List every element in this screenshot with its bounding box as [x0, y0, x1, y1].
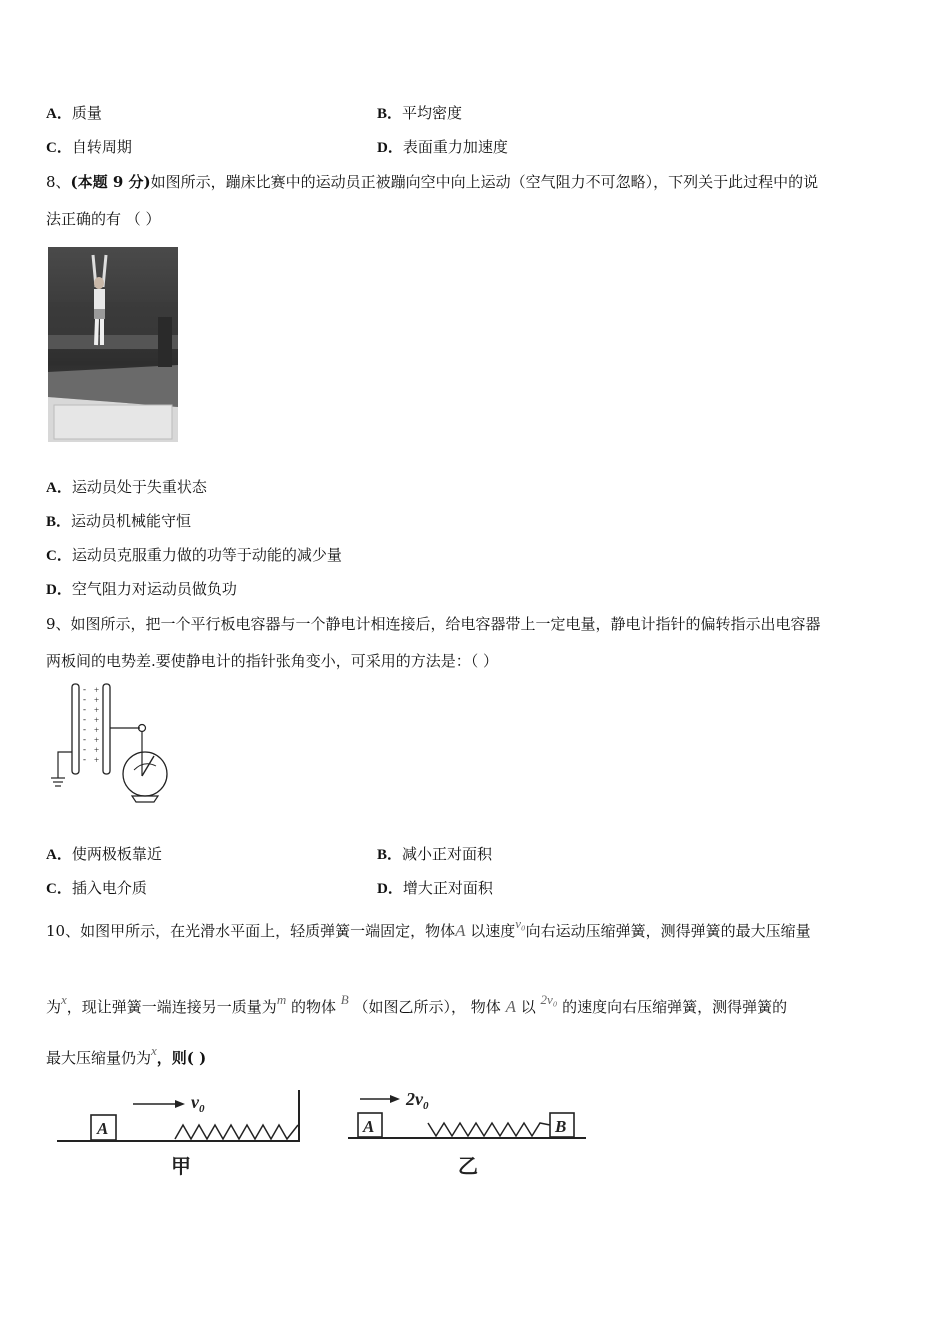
stem-text: 最大压缩量仍为 [46, 1049, 152, 1067]
stem-text: 向右运动压缩弹簧，测得弹簧的最大压缩量 [525, 922, 811, 940]
block-b-label: B [555, 1117, 567, 1136]
minus-sign: - [83, 684, 86, 694]
math-symbol: x [151, 1043, 157, 1058]
q10-stem-line3 [46, 1043, 207, 1068]
minus-sign: - [83, 734, 86, 744]
option-letter: D． [46, 582, 72, 598]
stem-text: 以速度 [470, 922, 516, 940]
stem-text: 的物体 [290, 998, 336, 1016]
option-text: 减小正对面积 [402, 845, 493, 863]
minus-sign: - [83, 704, 86, 714]
electroscope-case [123, 752, 167, 796]
minus-sign: - [83, 724, 86, 734]
q10-stem-line2 [46, 992, 788, 1017]
plus-sign: + [94, 715, 100, 725]
q9-option-c [46, 877, 147, 898]
math-symbol: A [455, 921, 466, 940]
q9-option-b [377, 843, 492, 864]
math-symbol: 2v₀ [540, 992, 558, 1007]
plus-sign: + [94, 695, 100, 705]
trampoline-photo [48, 247, 178, 442]
stem-text: ，现让弹簧一端连接另一质量为 [66, 998, 277, 1016]
q8-number: 8、 [46, 173, 71, 191]
plus-sign: + [94, 685, 100, 695]
option-letter: B． [46, 514, 72, 530]
arrow-right-icon [175, 1100, 185, 1108]
option-letter: D． [377, 140, 403, 156]
option-letter: B． [377, 106, 403, 122]
spring [175, 1125, 298, 1139]
option-text: 平均密度 [402, 104, 463, 122]
arrow-right-icon [390, 1095, 400, 1103]
ground-symbol-icon [51, 778, 65, 786]
option-letter: D． [377, 881, 403, 897]
option-text: 运动员处于失重状态 [71, 478, 207, 496]
option-letter: A． [46, 847, 72, 863]
option-text: 增大正对面积 [402, 879, 493, 897]
figure-jia [55, 1085, 305, 1180]
q8-option-c [46, 544, 342, 565]
stem-text: ，则( ) [156, 1049, 207, 1067]
figure-caption-jia: 甲 [171, 1156, 191, 1178]
velocity-label: $2v_0$ [406, 1089, 429, 1112]
capacitor-electroscope-figure [48, 678, 178, 808]
plus-sign: + [94, 745, 100, 755]
math-symbol: m [276, 992, 287, 1007]
figure-caption-yi: 乙 [458, 1156, 478, 1178]
capacitor-right-plate [103, 684, 110, 774]
q7-option-b [377, 102, 462, 123]
plus-sign: + [94, 705, 100, 715]
spring [428, 1123, 550, 1136]
velocity-label: $v_0$ [191, 1092, 205, 1115]
block-a-label: A [97, 1119, 109, 1138]
math-symbol: A [505, 997, 516, 1016]
stem-text: 为 [46, 998, 62, 1016]
minus-sign: - [83, 714, 86, 724]
figure-yi [346, 1085, 591, 1180]
option-text: 自转周期 [71, 138, 132, 156]
stem-text: 10、如图甲所示，在光滑水平面上，轻质弹簧一端固定，物体 [46, 922, 456, 940]
option-letter: C． [46, 548, 72, 564]
option-letter: A． [46, 106, 72, 122]
math-symbol: B [340, 992, 349, 1007]
q8-option-d [46, 578, 237, 599]
stem-text: （如图乙所示）， 物体 [353, 998, 501, 1016]
minus-sign: - [83, 744, 86, 754]
stem-text: 的速度向右压缩弹簧，测得弹簧的 [562, 998, 788, 1016]
option-text: 运动员机械能守恒 [71, 512, 192, 530]
plus-sign: + [94, 725, 100, 735]
q9-option-d [377, 877, 493, 898]
q8-stem-text: 如图所示，蹦床比赛中的运动员正被蹦向空中向上运动（空气阻力不可忽略），下列关于此过程中的说 [150, 173, 819, 191]
math-symbol: v₀ [515, 916, 526, 931]
q7-option-a [46, 102, 102, 123]
q8-stem-line2: 法正确的有 （ ） [46, 210, 161, 228]
electroscope-needle [142, 756, 154, 776]
q10-stem-line1 [46, 916, 811, 941]
q7-option-d [377, 136, 508, 157]
math-symbol: x [61, 992, 67, 1007]
option-text: 空气阻力对运动员做负功 [71, 580, 237, 598]
option-letter: C． [46, 140, 72, 156]
stem-text: 以 [520, 998, 536, 1016]
option-text: 运动员克服重力做的功等于动能的减少量 [71, 546, 342, 564]
q8-stem-line1 [46, 171, 818, 192]
q9-option-a [46, 843, 162, 864]
q9-stem-line2: 两板间的电势差.要使静电计的指针张角变小，可采用的方法是：（ ） [46, 652, 499, 670]
plus-sign: + [94, 755, 100, 765]
option-letter: C． [46, 881, 72, 897]
capacitor-left-plate [72, 684, 79, 774]
block-a-label: A [363, 1117, 375, 1136]
minus-sign: - [83, 754, 86, 764]
q8-option-a [46, 476, 207, 497]
q8-option-b [46, 510, 191, 531]
q9-stem-line1: 9、如图所示，把一个平行板电容器与一个静电计相连接后，给电容器带上一定电量，静电计指针的偏转指示出电容器 [46, 615, 821, 633]
option-text: 表面重力加速度 [402, 138, 508, 156]
q8-score-tag: (本题 9 分) [70, 173, 151, 191]
option-text: 插入电介质 [71, 879, 147, 897]
option-letter: A． [46, 480, 72, 496]
minus-sign: - [83, 694, 86, 704]
plus-sign: + [94, 735, 100, 745]
option-text: 使两极板靠近 [71, 845, 162, 863]
q7-option-c [46, 136, 132, 157]
option-text: 质量 [71, 104, 102, 122]
electroscope-base [132, 796, 158, 802]
option-letter: B． [377, 847, 403, 863]
